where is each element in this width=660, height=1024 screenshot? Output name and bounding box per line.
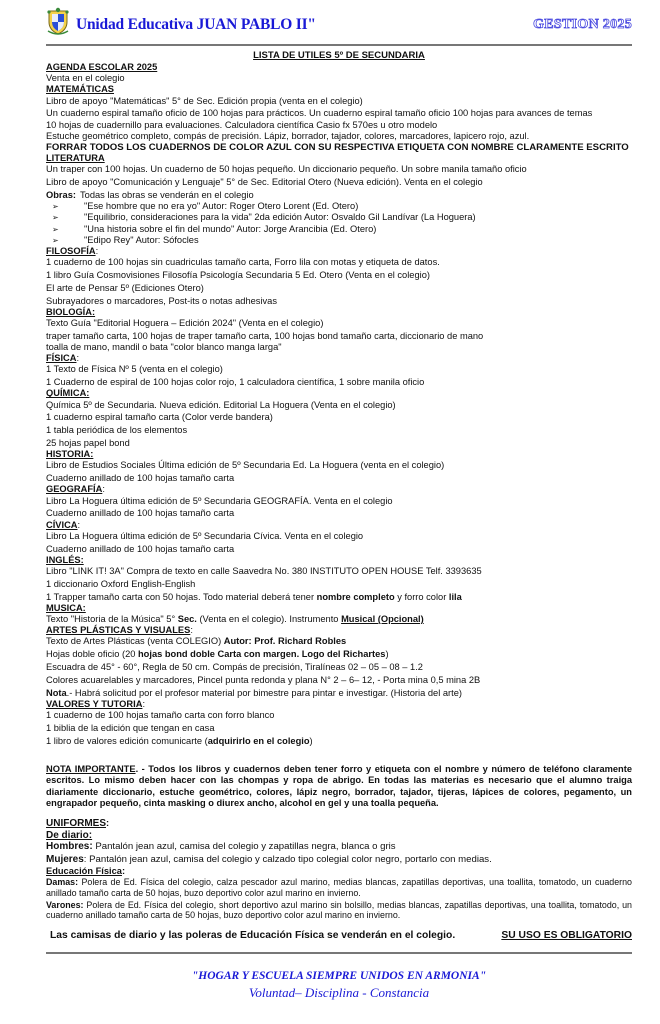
list-item: Libro de apoyo "Comunicación y Lenguaje" 5° de Sec. Editorial Otero (Nueva edición). Venta en el colegio [46,177,483,188]
label: Mujeres [46,854,84,866]
uniformes-heading: UNIFORMES [46,818,106,829]
list-item [46,614,632,625]
book-title: "Edipo Rey" Autor: Sófocles [84,234,199,245]
section-heading-ingles: INGLÉS: [46,554,84,565]
heading-text: FILOSOFÍA [46,246,96,257]
text-run-bold: Sec. [177,614,197,625]
text-run: y forro color [394,591,449,602]
section-heading-quimica: QUÍMICA: [46,388,90,399]
list-item: Libro La Hoguera última edición de 5º Secundaria Cívica. Venta en el colegio [46,530,364,541]
text: : Pantalón jean azul, camisa del colegio y calzado tipo colegial color negro, portarlo con medias. [83,854,492,866]
obras-row [46,190,632,201]
section-heading-artes: ARTES PLÁSTICAS Y VISUALES: [46,625,193,636]
text-run-bold: Autor: Prof. Richard Robles [223,636,347,647]
arrow-bullet-icon: ➢ [52,235,59,245]
list-item [46,649,632,660]
obras-label: Obras: [46,190,76,201]
section-heading-valores: VALORES Y TUTORIA: [46,698,146,709]
de-diario-heading: De diario: [46,829,93,841]
section-heading-biologia: BIOLOGÍA: [46,306,96,317]
list-item [46,201,632,212]
text-run: Texto de Artes Plásticas (venta COLEGIO) [46,636,224,647]
list-item: 1 cuaderno de 100 hojas sin cuadriculas tamaño carta, Forro lila con motas y etiqueta de datos. [46,257,440,268]
list-item: Un traper con 100 hojas. Un cuaderno de 50 hojas pequeño. Un diccionario pequeño. Un sobre manila tamaño oficio [46,164,527,175]
heading-text: VALORES Y TUTORIA [46,698,143,709]
section-heading-filosofia: FILOSOFÍA: [46,246,99,257]
list-item: Cuaderno anillado de 100 hojas tamaño carta [46,508,235,519]
section-heading-geografia: GEOGRAFÍA: [46,484,105,495]
heading-text: ARTES PLÁSTICAS Y VISUALES [46,625,191,636]
section-heading-musica: MUSICA: [46,602,86,613]
supply-list [46,62,632,747]
list-item: Libro La Hoguera última edición de 5º Secundaria GEOGRAFÍA. Venta en el colegio [46,495,393,506]
list-item [46,636,632,647]
list-item: 10 hojas de cuadernillo para evaluaciones. Calculadora científica Casio fx 570es u otro modelo [46,119,438,130]
list-item [46,212,632,223]
heading-text: FÍSICA [46,353,77,364]
document-page [46,0,632,1000]
list-item: El arte de Pensar 5º (Ediciones Otero) [46,282,204,293]
list-item: Colores acuarelables y marcadores, Pincel punta redonda y plana N° 2 – 6– 12, - Porta mina 0,5 mina 2B [46,674,481,685]
text-run: (Venta en el colegio). Instrumento [196,614,342,625]
list-item: 1 Texto de Física Nº 5 (venta en el colegio) [46,364,223,375]
footer-values: Voluntad– Disciplina - Constancia [248,985,430,1000]
text-run: ) [309,735,313,746]
text-run-bold: nombre completo [316,591,395,602]
list-item: Libro de apoyo "Matemáticas" 5° de Sec. Edición propia (venta en el colegio) [46,95,363,106]
list-item: toalla de mano, mandil o bata "color blanco manga larga" [46,342,282,353]
letterhead [46,0,632,46]
ed-fisica-heading: Educación Física [46,865,122,876]
uniform-varones [46,900,632,921]
book-title: "Ese hombre que no era yo" Autor: Roger Otero Lorent (Ed. Otero) [84,201,359,212]
list-item: 1 libro Guía Cosmovisiones Filosofía Psicología Secundaria 5 Ed. Otero (Venta en el colegio) [46,270,430,281]
section-heading-matematicas: MATEMÁTICAS [46,84,114,95]
list-item [46,736,632,747]
list-item: traper tamaño carta, 100 hojas de traper tamaño carta, 100 hojas bond tamaño carta, diccionario de mano [46,330,484,341]
nota-text: . - Todos los libros y cuadernos deben tener forro y etiqueta con el nombre y número de teléfono claramente escritos. Lo mismo deben hacer con las chompas y ropa de abrigo. En todas las materias es necesario que el alumno traiga diariamente diccionario, estuche geométrico, colores, lápiz negro, borrador, tajador, tijeras, lápices de colores, pegamento, un engrapador pequeño, cinta masking o diurex ancho, alcohol en gel y una toalla pequeña. [46,764,632,809]
list-item: Escuadra de 45° - 60°, Regla de 50 cm. Compás de precisión, Tiralíneas 02 – 05 – 08 – 1.2 [46,662,423,673]
list-item: Libro de Estudios Sociales Última edición de 5º Secundaria Ed. La Hoguera (venta en el colegio) [46,460,445,471]
text-run: 1 Trapper tamaño carta con 50 hojas. Todo material deberá tener [46,591,317,602]
arrow-bullet-icon: ➢ [52,224,59,234]
section-heading-agenda: AGENDA ESCOLAR 2025 [46,62,158,72]
book-title: "Una historia sobre el fin del mundo" Autor: Jorge Arancibia (Ed. Otero) [84,223,377,234]
section-heading-civica: CÍVICA: [46,519,81,530]
text-run: Hojas doble oficio (20 [46,649,138,660]
heading-text: GEOGRAFÍA [46,484,103,495]
list-item [46,592,632,603]
list-item [46,688,632,699]
text-run: .- Habrá solicitud por el profesor material por bimestre para pintar e investigar. (Historia del arte) [66,687,462,698]
header-divider [46,44,632,46]
list-item: Estuche geométrico completo, compás de precisión. Lápiz, borrador, tajador, colores, marcadores, lapicero rojo, azul. [46,130,530,141]
uniform-final-note [50,930,632,941]
arrow-bullet-icon: ➢ [52,213,59,223]
list-item: 1 cuaderno de 100 hojas tamaño carta con forro blanco [46,710,275,721]
text-run-bold: lila [448,591,462,602]
gestion-year: GESTION 2025 [533,17,632,32]
text-run: ) [385,649,389,660]
text-run-bold: adquirirlo en el colegio [207,735,310,746]
text: Polera de Ed. Física del colegio, short deportivo azul marino sin bolsillo, medias blancas, zapatillas deportivas, una toallita, tomatodo, un cuaderno anillado tamaño carta de 50 hojas, buzo deportivo color azul marino en invierno. [46,899,632,921]
footer-divider [46,952,632,954]
page-title: LISTA DE UTILES 5º DE SECUNDARIA [253,50,425,61]
nota-importante [46,764,632,810]
arrow-bullet-icon: ➢ [52,202,59,212]
list-item [46,224,632,235]
section-heading-fisica: FÍSICA: [46,353,80,364]
uniform-hombres [46,841,632,853]
list-item: Un cuaderno espiral tamaño oficio de 100 hojas para prácticos. Un cuaderno espiral tamaño oficio 100 hojas para avances de temas [46,108,593,119]
list-item: 1 tabla periódica de los elementos [46,425,188,436]
label: Hombres: [46,841,93,852]
text-run-bold: hojas bond doble Carta con margen. Logo del Richartes [138,649,386,660]
label: Damas: [46,877,79,888]
nota-label: NOTA IMPORTANTE [46,764,136,774]
text-run-bold: Nota [46,687,67,698]
footer-motto: "HOGAR Y ESCUELA SIEMPRE UNIDOS EN ARMONIA" [191,970,487,982]
text: Polera de Ed. Física del colegio, calza pescador azul marino, medias blancas, zapatillas deportivas, una toallita, tomatodo, un cuaderno anillado tamaño carta de 50 hojas, buzo deportivo color azul marino en invierno. [46,877,632,898]
text: Pantalón jean azul, camisa del colegio y zapatillas negra, blanca o gris [92,841,396,852]
list-item: Química 5º de Secundaria. Nueva edición. Editorial La Hoguera (Venta en el colegio) [46,399,396,410]
school-name: Unidad Educativa JUAN PABLO II" [76,16,316,33]
uniform-mujeres [46,854,632,866]
text-run: Texto "Historia de la Música" 5° [46,614,178,625]
school-crest-icon [46,7,70,35]
list-item: 1 Cuaderno de espiral de 100 hojas color rojo, 1 calculadora científica, 1 sobre manila oficio [46,377,425,388]
uniformes-section: UNIFORMES: De diario: Hombres: Pantalón jean azul, camisa del colegio y zapatillas negra, blanca o gris Mujeres: Pantalón jean azul, camisa del colegio y calzado tipo colegial color negro, portarlo con medias. Educación Física: Damas: Polera de Ed. Física del colegio, calza pescador azul marino, medias blancas, zapatillas deportivas, una toallita, tomatodo, un cuaderno anillado tamaño carta de 50 hojas, buzo deportivo color azul marino en invierno. Varones: Polera de Ed. Física del colegio, short deportivo azul marino sin bolsillo, medias blancas, zapatillas deportivas, una toallita, tomatodo, un cuaderno anillado tamaño carta de 50 hojas, buzo deportivo color azul marino en invierno. [46,818,632,921]
list-item: 1 cuaderno espiral tamaño carta (Color verde bandera) [46,412,273,423]
obras-text: Todas las obras se venderán en el colegio [80,190,254,201]
list-item: Texto Guía "Editorial Hoguera – Edición 2024" (Venta en el colegio) [46,318,324,329]
obligatorio-label: SU USO ES OBLIGATORIO [501,930,632,941]
list-item: 25 hojas papel bond [46,438,130,449]
list-item: 1 diccionario Oxford English-English [46,578,196,589]
book-title: "Equilibrio, consideraciones para la vida" 2da edición Autor: Osvaldo Gil Landívar (La Hoguera) [84,212,476,223]
section-heading-historia: HISTORIA: [46,449,94,460]
list-item: 1 biblia de la edición que tengan en casa [46,722,215,733]
label: Varones: [46,899,84,910]
list-item: Cuaderno anillado de 100 hojas tamaño carta [46,543,235,554]
list-item [46,235,632,246]
heading-text: CÍVICA [46,519,78,530]
final-note-text: Las camisas de diario y las poleras de Educación Física se venderán en el colegio. [50,930,456,941]
text-run-bold-underlined: Musical (Opcional) [341,614,424,625]
list-item: Libro "LINK IT! 3A" Compra de texto en calle Saavedra No. 380 INSTITUTO OPEN HOUSE Telf. 3393635 [46,566,482,577]
list-item: Venta en el colegio [46,73,125,84]
list-item: Subrayadores o marcadores, Post-its o notas adhesivas [46,295,277,306]
uniform-damas [46,877,632,898]
notice-forrar: FORRAR TODOS LOS CUADERNOS DE COLOR AZUL CON SU RESPECTIVA ETIQUETA CON NOMBRE CLARAMENTE ESCRITO [46,142,629,154]
text-run: 1 libro de valores edición comunicarte ( [46,735,208,746]
section-heading-literatura: LITERATURA [46,153,105,164]
list-item: Cuaderno anillado de 100 hojas tamaño carta [46,473,235,484]
